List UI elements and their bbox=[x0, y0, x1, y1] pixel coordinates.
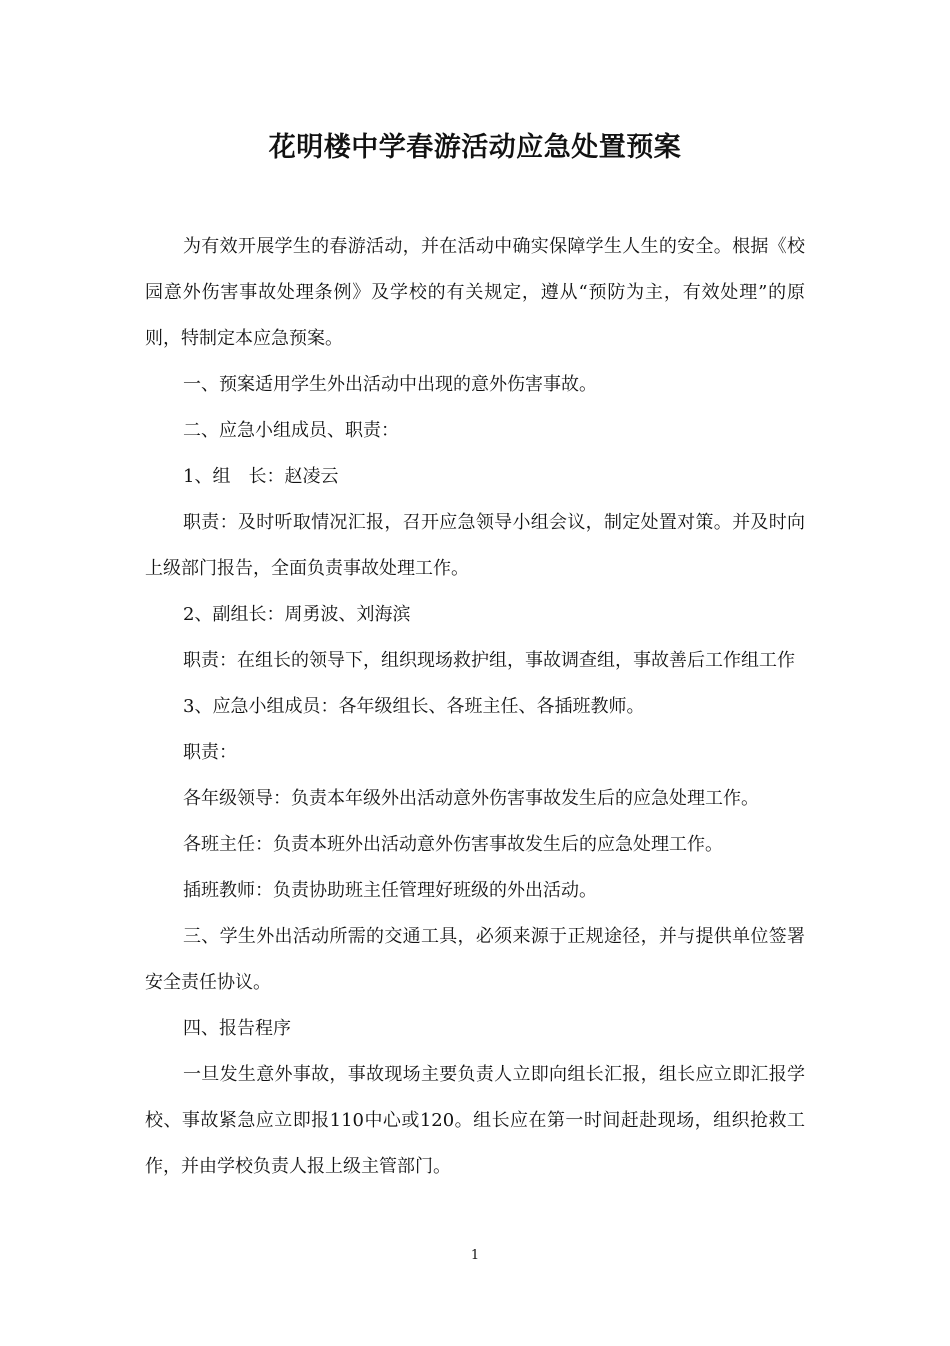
group-members-line: 3、应急小组成员：各年级组长、各班主任、各插班教师。 bbox=[183, 696, 645, 717]
class-teachers-duties: 各班主任：负责本班外出活动意外伤害事故发生后的应急处理工作。 bbox=[183, 834, 723, 855]
document-title: 花明楼中学春游活动应急处置预案 bbox=[268, 132, 682, 163]
grade-leaders-duties: 各年级领导：负责本年级外出活动意外伤害事故发生后的应急处理工作。 bbox=[183, 788, 759, 809]
group-leader-line: 1、组 长：赵凌云 bbox=[183, 466, 339, 487]
duties-label: 职责： bbox=[183, 742, 237, 763]
section-2-heading: 二、应急小组成员、职责： bbox=[183, 420, 399, 441]
reporting-procedure: 一旦发生意外事故，事故现场主要负责人立即向组长汇报，组长应立即汇报学校、事故紧急应立即报110中心或120。组长应在第一时间赶赴现场，组织抢救工作，并由学校负责人报上级主管部门。 bbox=[145, 1064, 805, 1177]
document-body bbox=[145, 224, 805, 1190]
section-4-heading: 四、报告程序 bbox=[183, 1018, 291, 1039]
deputy-leader-line: 2、副组长：周勇波、刘海滨 bbox=[183, 604, 411, 625]
group-leader-duties: 职责：及时听取情况汇报，召开应急领导小组会议，制定处置对策。并及时向上级部门报告，全面负责事故处理工作。 bbox=[145, 512, 805, 579]
section-3-transport: 三、学生外出活动所需的交通工具，必须来源于正规途径，并与提供单位签署安全责任协议。 bbox=[145, 926, 805, 993]
assistant-teachers-duties: 插班教师：负责协助班主任管理好班级的外出活动。 bbox=[183, 880, 597, 901]
section-1-scope: 一、预案适用学生外出活动中出现的意外伤害事故。 bbox=[183, 374, 597, 395]
intro-paragraph: 为有效开展学生的春游活动，并在活动中确实保障学生人生的安全。根据《校园意外伤害事故处理条例》及学校的有关规定，遵从“预防为主，有效处理”的原则，特制定本应急预案。 bbox=[145, 236, 805, 349]
page-number: 1 bbox=[470, 1248, 480, 1263]
deputy-leader-duties: 职责：在组长的领导下，组织现场救护组，事故调查组，事故善后工作组工作 bbox=[183, 650, 795, 671]
